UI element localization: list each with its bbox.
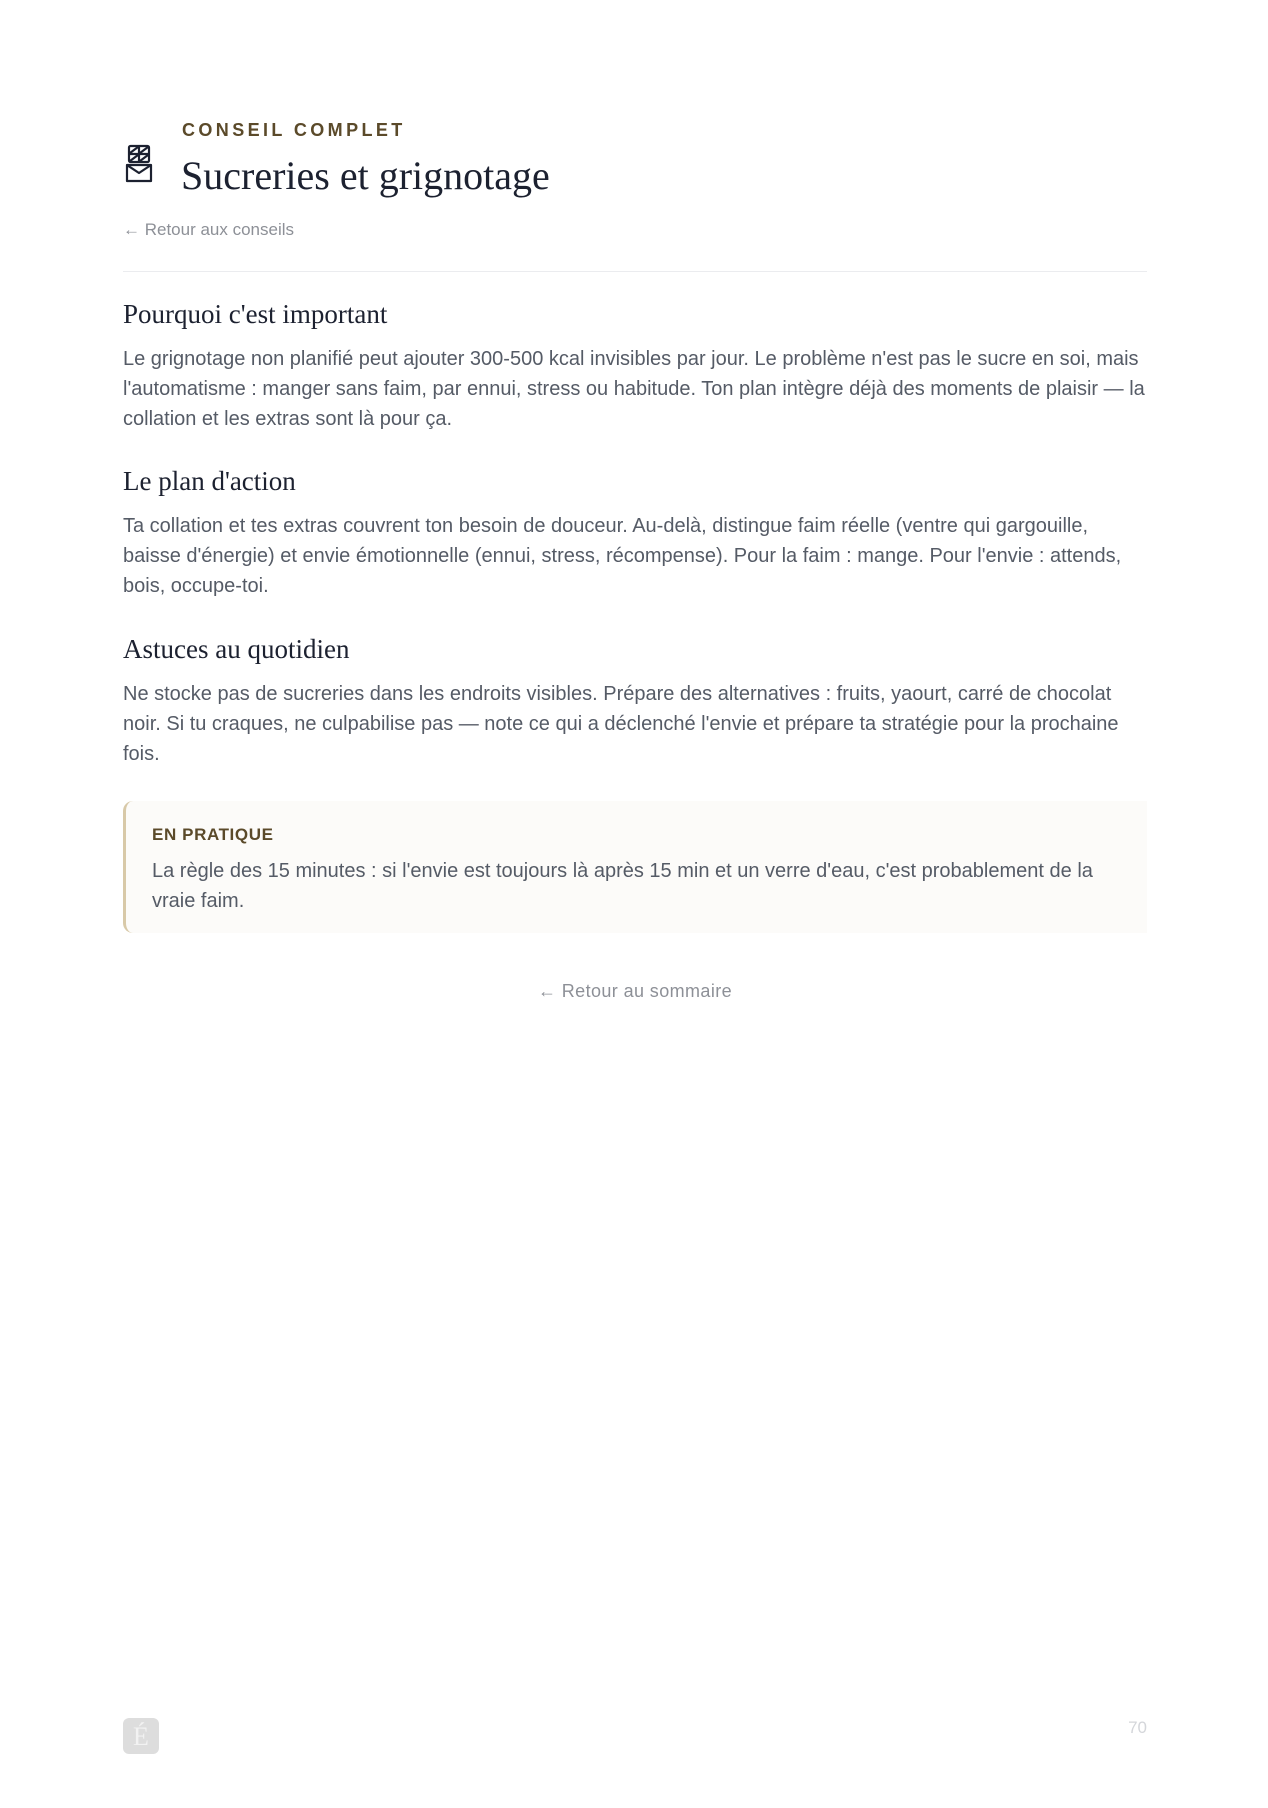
section-heading-action-plan: Le plan d'action (123, 466, 296, 496)
page-header (123, 118, 1147, 198)
section-heading-daily-tips: Astuces au quotidien (123, 634, 350, 664)
page-number: 70 (1128, 1718, 1147, 1737)
page-title: Sucreries et grignotage (181, 153, 550, 198)
back-to-tips-link[interactable]: ← Retour aux conseils (123, 220, 295, 239)
back-to-summary-link[interactable]: ← Retour au sommaire (537, 981, 733, 1001)
in-practice-callout (123, 801, 1147, 933)
section-heading-why-important: Pourquoi c'est important (123, 299, 388, 329)
brand-logo: É (123, 1718, 159, 1754)
callout-label: EN PRATIQUE (152, 825, 274, 844)
section-body-action-plan: Ta collation et tes extras couvrent ton besoin de douceur. Au-delà, distingue faim réelle (ventre qui gargouille, baisse d'énergie) et envie émotionnelle (ennui, stress, récompense). Pour la faim : mange. Pour l'envie : attends, bois, occupe-toi. (123, 515, 1122, 597)
section-body-daily-tips: Ne stocke pas de sucreries dans les endroits visibles. Prépare des alternatives : fruits, yaourt, carré de chocolat noir. Si tu craques, ne culpabilise pas — note ce qui a déclenché l'envie et prépare ta stratégie pour la prochaine fois. (123, 683, 1119, 765)
header-divider (123, 271, 1147, 272)
callout-text: La règle des 15 minutes : si l'envie est toujours là après 15 min et un verre d'eau, c'est probablement de la vraie faim. (152, 860, 1093, 912)
section-body-why-important: Le grignotage non planifié peut ajouter 300-500 kcal invisibles par jour. Le problème n'est pas le sucre en soi, mais l'automatisme : manger sans faim, par ennui, stress ou habitude. Ton plan intègre déjà des moments de plaisir — la collation et les extras sont là pour ça. (123, 348, 1145, 430)
page (123, 0, 1147, 1808)
page-kicker: CONSEIL COMPLET (182, 120, 406, 140)
chocolate-bar-icon (125, 144, 153, 184)
